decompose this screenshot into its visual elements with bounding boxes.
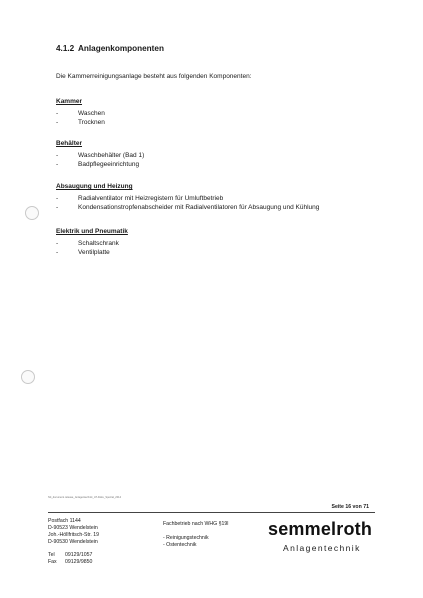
address-line: Joh.-Höllfritsch-Str. 19 <box>48 532 100 538</box>
certification-item: - Reinigungstechnik <box>163 535 209 541</box>
list-item: - Trocknen <box>56 119 105 126</box>
section-heading <box>56 44 164 53</box>
section-absaugung <box>56 183 320 212</box>
fax-line: Fax 09129/9850 <box>48 559 93 565</box>
address-line: Postfach 1144 <box>48 518 81 524</box>
section-behaelter <box>56 140 145 169</box>
phone-line: Tel 09129/1057 <box>48 552 93 558</box>
section-kammer <box>56 98 105 127</box>
page-number: Seite 16 von 71 <box>331 504 369 510</box>
certification-title: Fachbetrieb nach WHG §19l <box>163 521 229 527</box>
list-item: - Waschbehälter (Bad 1) <box>56 152 145 159</box>
certification-block <box>163 521 228 549</box>
footer-divider <box>48 512 375 513</box>
company-logo-subtitle: Anlagentechnik <box>283 543 361 553</box>
list-item: - Kondensationstropfenabscheider mit Radialventilatoren für Absaugung und Kühlung <box>56 204 320 211</box>
section-title-kammer: Kammer <box>56 98 83 105</box>
section-title-absaugung: Absaugung und Heizung <box>56 183 133 190</box>
company-logo-name: semmelroth <box>268 519 373 539</box>
list-item: - Schaltschrank <box>56 240 119 247</box>
intro-text: Die Kammerreinigungsanlage besteht aus folgenden Komponenten: <box>56 73 252 80</box>
list-item: - Radialventilator mit Heizregistern für Umluftbetrieb <box>56 195 224 202</box>
document-reference-note: Ntt_document.release_Anlagentechnik_AT-Doku_Spezial_2014 <box>48 496 122 499</box>
certification-item: - Ostentechnik <box>163 542 197 548</box>
section-title-behaelter: Behälter <box>56 140 83 147</box>
punch-hole-top <box>25 206 39 220</box>
company-address <box>48 518 99 566</box>
punch-hole-bottom <box>21 370 35 384</box>
list-item: - Waschen <box>56 110 105 117</box>
list-item: - Ventilplatte <box>56 249 110 256</box>
section-elektrik <box>56 228 128 257</box>
address-line: D-90530 Wendelstein <box>48 539 98 545</box>
section-title-elektrik: Elektrik und Pneumatik <box>56 228 128 235</box>
section-number: 4.1.2 <box>56 44 75 53</box>
list-item: - Badpflegeeinrichtung <box>56 161 140 168</box>
address-line: D-90523 Wendelstein <box>48 525 98 531</box>
section-title: Anlagenkomponenten <box>77 44 164 53</box>
